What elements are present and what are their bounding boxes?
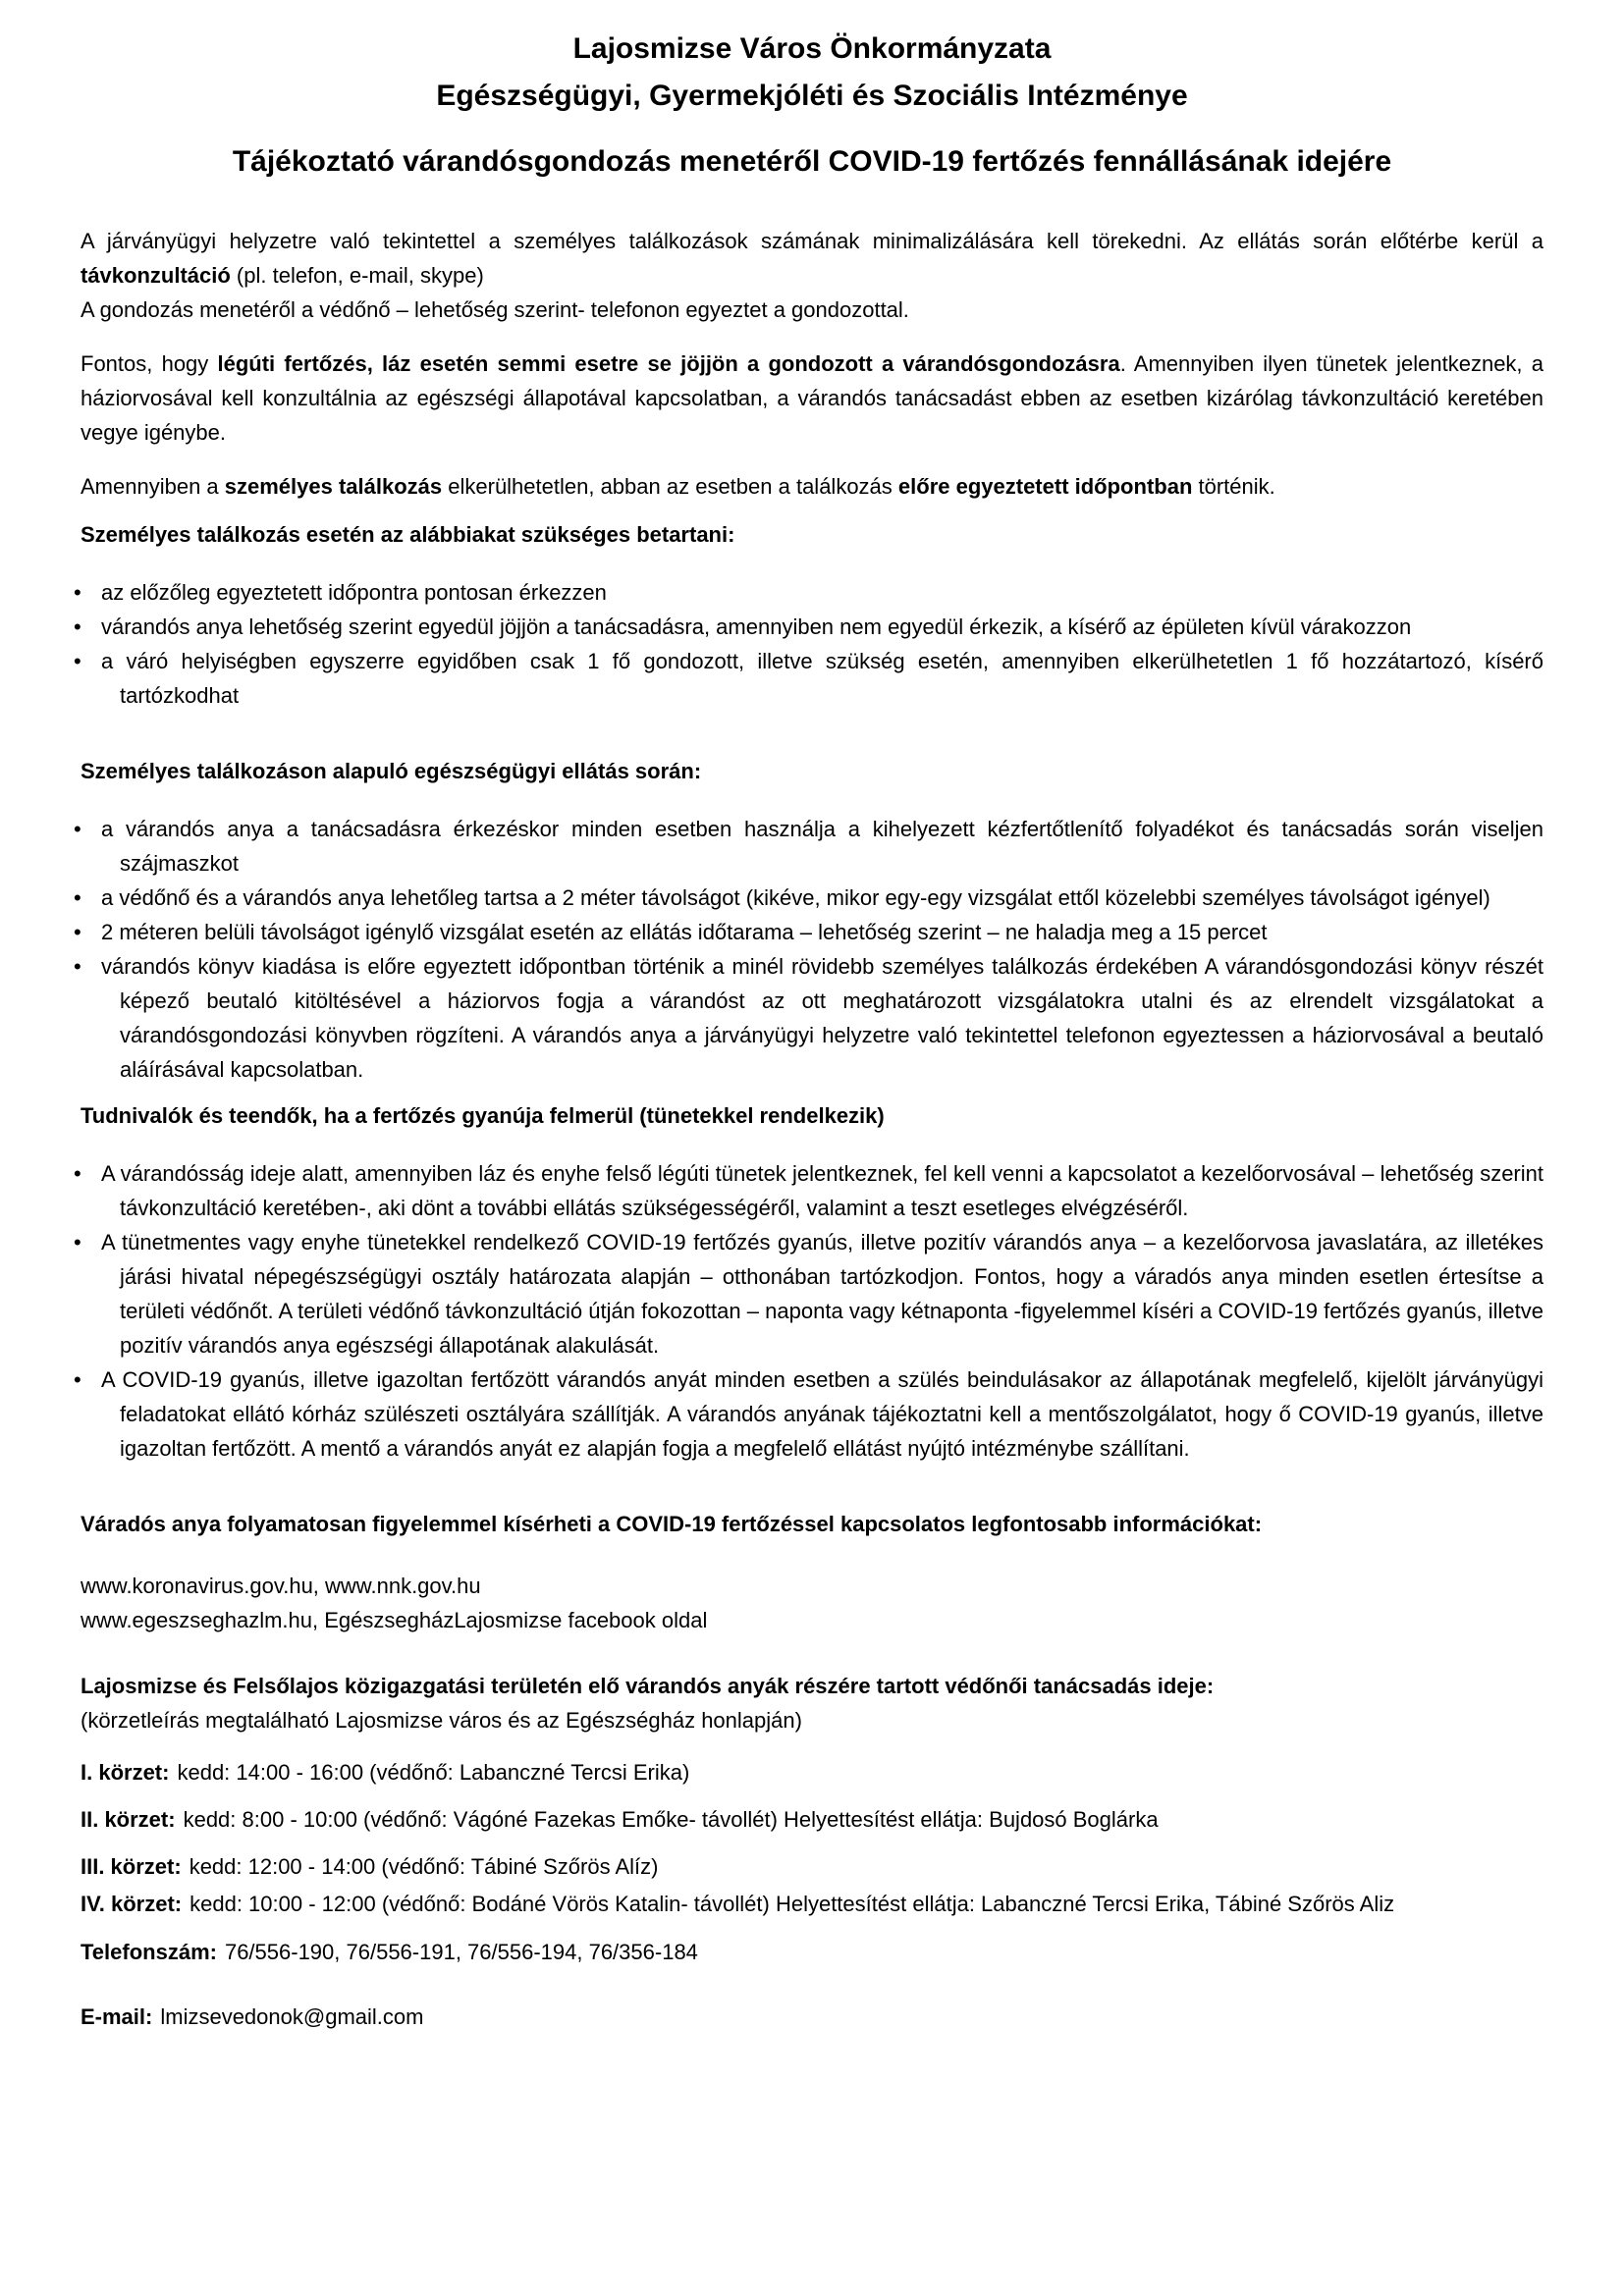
list-item: • A tünetmentes vagy enyhe tünetekkel rendelkező COVID-19 fertőzés gyanús, illetve pozitív várandós anya – a kezelőorvosa javaslatára, az illetékes járási hivatal népegészségügyi osztály határozata alapján – otthonában tartózkodjon. Fontos, hogy a váradós anya minden esetlen értesítse a területi védőnőt. A területi védőnő távkonzultáció útján fokozottan – naponta vagy kétnaponta -figyelemmel kíséri a COVID-19 fertőzés gyanús, illetve pozitív várandós anya egészségi állapotának alakulását. bbox=[81, 1225, 1543, 1362]
district-details: kedd: 8:00 - 10:00 (védőnő: Vágóné Fazekas Emőke- távollét) Helyettesítést ellátja: Bujdosó Boglárka bbox=[183, 1807, 1159, 1832]
section-heading-healthcare-visit: Személyes találkozáson alapuló egészségügyi ellátás során: bbox=[81, 759, 702, 783]
list-item: • várandós könyv kiadása is előre egyeztett időpontban történik a minél rövidebb személyes találkozás érdekében A várandósgondozási könyv részét képező beutaló kitöltésével a háziorvos fogja a várandóst az ott meghatározott vizsgálatokra utalni és az elrendelt vizsgálatokat a várandósgondozási könyvben rögzíteni. A várandós anya a járványügyi helyzetre való tekintettel telefonon egyeztessen a háziorvosával a beutaló aláírásával kapcsolatban. bbox=[81, 949, 1543, 1087]
intro-paragraph-2: Fontos, hogy légúti fertőzés, láz esetén semmi esetre se jöjjön a gondozott a várandósgondozásra. Amennyiben ilyen tünetek jelentkeznek, a háziorvosával kell konzultálnia az egészségi állapotával kapcsolatban, a várandós tanácsadást ebben az esetben kizárólag távkonzultáció keretében vegye igénybe. bbox=[81, 351, 1543, 445]
info-links-line2: www.egeszseghazlm.hu, EgészsegházLajosmizse facebook oldal bbox=[81, 1608, 708, 1632]
section-heading-infection-suspicion: Tudnivalók és teendők, ha a fertőzés gyanúja felmerül (tünetekkel rendelkezik) bbox=[81, 1103, 885, 1128]
district-details: kedd: 10:00 - 12:00 (védőnő: Bodáné Vörös Katalin- távollét) Helyettesítést ellátja: Labanczné Tercsi Erika, Tábiné Szőrös Aliz bbox=[189, 1892, 1395, 1916]
consultation-heading: Lajosmizse és Felsőlajos közigazgatási területén elő várandós anyák részére tartott védőnői tanácsadás ideje: bbox=[81, 1674, 1215, 1698]
list-item: • A COVID-19 gyanús, illetve igazoltan fertőzött várandós anyát minden esetben a szülés beindulásakor az állapotának megfelelő, kijelölt járványügyi feladatokat ellátó kórház szülészeti osztályára szállítják. A várandós anyának tájékoztatni kell a mentőszolgálatot, hogy ő COVID-19 gyanús, illetve igazoltan fertőzött. A mentő a várandós anyát ez alapján fogja a megfelelő ellátást nyújtó intézménybe szállítani. bbox=[81, 1362, 1543, 1466]
district-label: IV. körzet: bbox=[81, 1892, 183, 1916]
info-links bbox=[81, 1569, 1543, 1637]
district-details: kedd: 14:00 - 16:00 (védőnő: Labanczné Tercsi Erika) bbox=[177, 1760, 690, 1785]
document-title: Tájékoztató várandósgondozás menetéről COVID-19 fertőzés fennállásának idejére bbox=[232, 145, 1392, 178]
email-row bbox=[81, 2000, 1543, 2034]
list-item: • 2 méteren belüli távolságot igénylő vizsgálat esetén az ellátás időtarama – lehetőség szerint – ne haladja meg a 15 percet bbox=[81, 915, 1543, 949]
intro-paragraph-3: Amennyiben a személyes találkozás elkerülhetetlen, abban az esetben a találkozás előre egyeztetett időpontban történik. bbox=[81, 474, 1275, 499]
district-label: II. körzet: bbox=[81, 1807, 176, 1832]
section-heading-personal-meeting: Személyes találkozás esetén az alábbiakat szükséges betartani: bbox=[81, 522, 735, 547]
info-links-line1: www.koronavirus.gov.hu, www.nnk.gov.hu bbox=[81, 1574, 481, 1598]
consultation-note: (körzetleírás megtalálható Lajosmizse város és az Egészségház honlapján) bbox=[81, 1708, 802, 1733]
district-label: III. körzet: bbox=[81, 1854, 182, 1879]
district-row-3 bbox=[81, 1849, 1543, 1884]
phone-label: Telefonszám: bbox=[81, 1940, 217, 1964]
email-address: lmizsevedonok@gmail.com bbox=[160, 2004, 424, 2029]
list-item: • az előzőleg egyeztetett időpontra pontosan érkezzen bbox=[81, 575, 1543, 610]
district-row-2 bbox=[81, 1802, 1543, 1837]
info-sources-heading: Váradós anya folyamatosan figyelemmel kísérheti a COVID-19 fertőzéssel kapcsolatos legfontosabb információkat: bbox=[81, 1512, 1263, 1536]
district-label: I. körzet: bbox=[81, 1760, 170, 1785]
phone-numbers: 76/556-190, 76/556-191, 76/556-194, 76/356-184 bbox=[224, 1940, 698, 1964]
personal-meeting-rules-list bbox=[81, 575, 1543, 713]
list-item: • a váró helyiségben egyszerre egyidőben csak 1 fő gondozott, illetve szükség esetén, amennyiben elkerülhetetlen 1 fő hozzátartozó, kísérő tartózkodhat bbox=[81, 644, 1543, 713]
list-item: • a védőnő és a várandós anya lehetőleg tartsa a 2 méter távolságot (kikéve, mikor egy-egy vizsgálat ettől közelebbi személyes távolságot igényel) bbox=[81, 881, 1543, 915]
phone-row bbox=[81, 1935, 1543, 1969]
document-header bbox=[81, 26, 1543, 183]
intro-paragraph-1: A járványügyi helyzetre való tekintettel a személyes találkozások számának minimalizálására kell törekedni. Az ellátás során előtérbe kerül a távkonzultáció (pl. telefon, e-mail, skype) A gondozás menetéről a védőnő – lehetőség szerint- telefonon egyeztet a gondozottal. bbox=[81, 229, 1543, 322]
email-label: E-mail: bbox=[81, 2004, 153, 2029]
healthcare-visit-rules-list bbox=[81, 812, 1543, 1087]
org-name-line1: Lajosmizse Város Önkormányzata bbox=[572, 32, 1052, 65]
list-item: • A várandósság ideje alatt, amennyiben láz és enyhe felső légúti tünetek jelentkeznek, fel kell venni a kapcsolatot a kezelőorvosával – lehetőség szerint távkonzultáció keretében-, aki dönt a további ellátás szükségességéről, valamint a teszt esetleges elvégzéséről. bbox=[81, 1156, 1543, 1225]
district-row-4 bbox=[81, 1887, 1543, 1921]
org-name-line2: Egészségügyi, Gyermekjóléti és Szociális Intézménye bbox=[436, 80, 1188, 112]
infection-suspicion-list bbox=[81, 1156, 1543, 1466]
list-item: • a várandós anya a tanácsadásra érkezéskor minden esetben használja a kihelyezett kézfertőtlenítő folyadékot és tanácsadás során viseljen szájmaszkot bbox=[81, 812, 1543, 881]
district-details: kedd: 12:00 - 14:00 (védőnő: Tábiné Szőrös Alíz) bbox=[189, 1854, 659, 1879]
list-item: • várandós anya lehetőség szerint egyedül jöjjön a tanácsadásra, amennyiben nem egyedül érkezik, a kísérő az épületen kívül várakozzon bbox=[81, 610, 1543, 644]
district-row-1 bbox=[81, 1755, 1543, 1789]
consultation-heading-block bbox=[81, 1669, 1543, 1737]
